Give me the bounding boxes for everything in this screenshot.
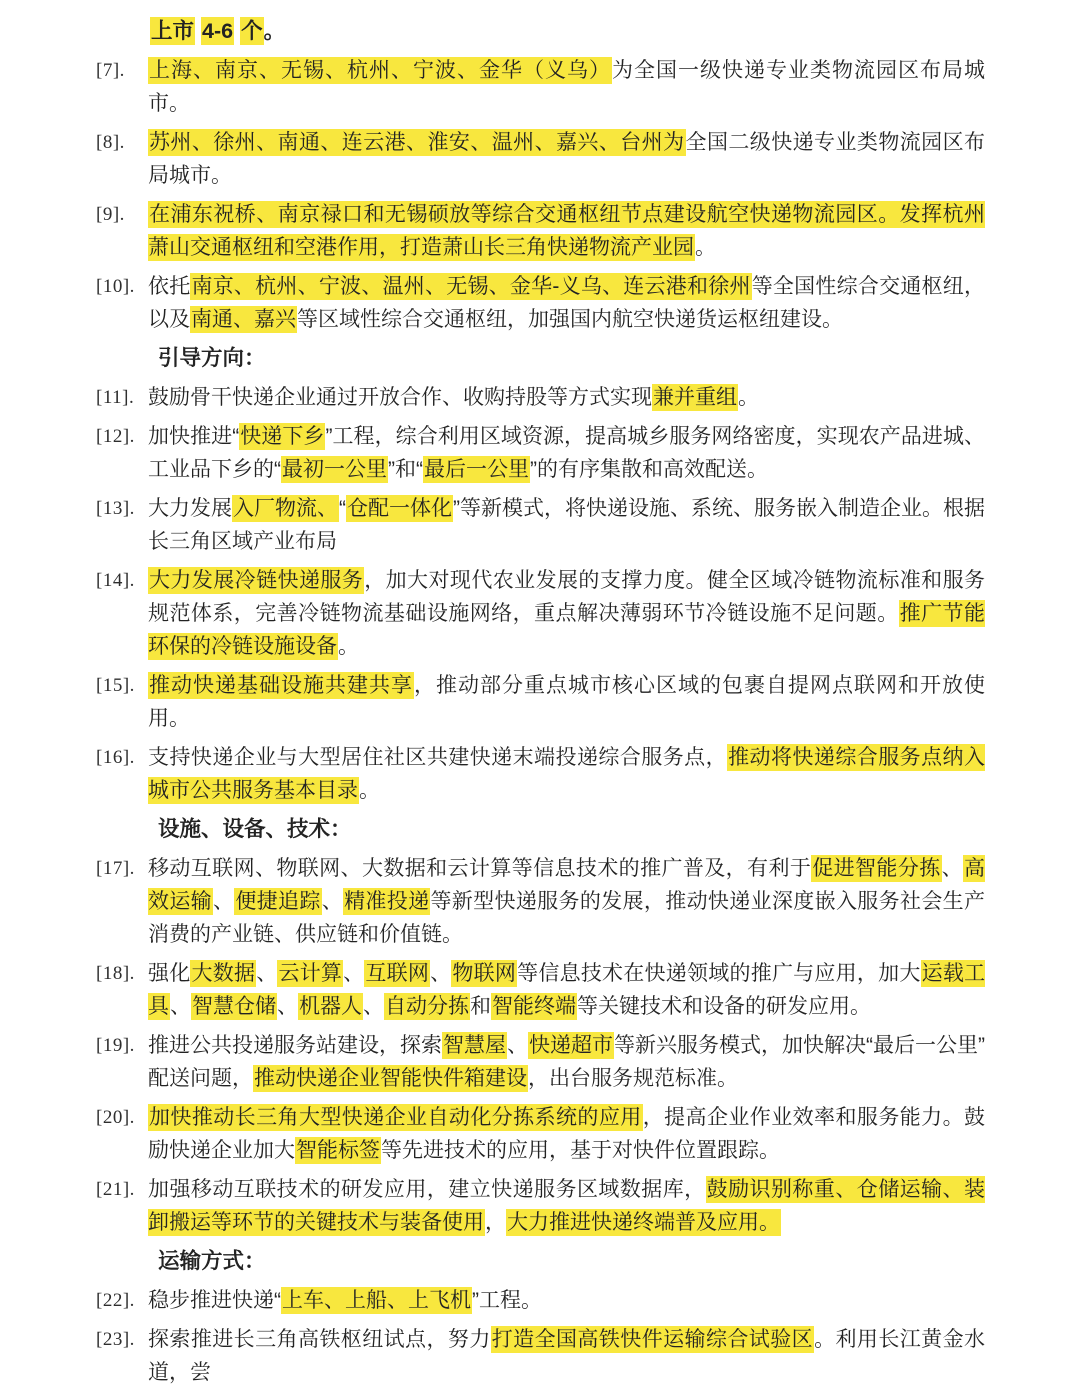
text-segment: 、 (213, 890, 235, 913)
item-text (148, 198, 985, 264)
text-segment: 、 (321, 890, 344, 913)
highlighted-text: 上车、上船、上飞机 (282, 1289, 471, 1312)
list-item (96, 741, 985, 807)
item-text (148, 741, 985, 807)
item-text (148, 1284, 985, 1317)
list-item (96, 126, 985, 192)
text-segment: 、 (363, 995, 384, 1018)
highlighted-text: 互联网 (365, 962, 430, 985)
highlighted-text: 上海、南京、无锡、杭州、宁波、金华（义乌） (149, 59, 611, 82)
text-segment: 等信息技术在快递领域的推广与应用，加大 (517, 962, 921, 985)
item-text (148, 852, 985, 951)
highlighted-text: 推动快递基础设施共建共享 (149, 674, 413, 697)
text-segment: ，出台服务规范标准。 (528, 1067, 738, 1090)
text-segment: 、 (277, 995, 298, 1018)
text-segment: 等新型快递服务的发展，推动快递业深度嵌入服务社会生产消费的产业链、供应链和价值链。 (148, 890, 986, 946)
text-segment: 。 (338, 635, 359, 658)
highlighted-text: 上市 (151, 19, 195, 43)
list-item (96, 669, 985, 735)
list-item (96, 1029, 985, 1095)
text-segment: 等区域性综合交通枢纽，加强国内航空快递货运枢纽建设。 (297, 308, 843, 331)
item-number: [16]. (96, 747, 135, 768)
highlighted-text: 促进智能分拣 (812, 857, 941, 880)
list-item (96, 54, 985, 120)
highlighted-text: 运载工具 (148, 962, 986, 1018)
highlighted-text: 苏州、徐州、南通、连云港、淮安、温州、嘉兴、台州为 (149, 131, 685, 154)
item-number: [8]. (96, 132, 125, 153)
text-segment: 支持快递企业与大型居住社区共建快递末端投递综合服务点， (148, 746, 728, 769)
text-segment: “ (339, 497, 346, 520)
highlighted-text: 南通、嘉兴 (191, 308, 296, 331)
item-text (150, 15, 985, 48)
text-segment: 稳步推进快递“ (148, 1289, 281, 1312)
item-text (148, 126, 985, 192)
text-segment: 等关键技术和设备的研发应用。 (577, 995, 871, 1018)
item-number: [12]. (96, 426, 135, 447)
item-text (148, 1173, 985, 1239)
highlighted-text: 南京、杭州、宁波、温州、无锡、金华-义乌、连云港和徐州 (191, 275, 751, 298)
text-segment: 等全国性综合交通枢纽，以及 (148, 275, 986, 331)
text-segment: ，加大对现代农业发展的支撑力度。健全区域冷链物流标准和服务规范体系，完善冷链物流基础设施网络，重点解决薄弱环节冷链设施不足问题。 (148, 569, 986, 625)
text-segment: ”和“ (388, 458, 423, 481)
list-item (96, 420, 985, 486)
item-text (148, 420, 985, 486)
highlighted-text: 智能标签 (296, 1139, 380, 1162)
item-number: [21]. (96, 1179, 135, 1200)
highlighted-text: 在浦东祝桥、南京禄口和无锡硕放等综合交通枢纽节点建设航空快递物流园区。发挥杭州萧山交通枢纽和空港作用，打造萧山长三角快递物流产业园 (148, 203, 985, 259)
text-segment: 、 (941, 857, 964, 880)
highlighted-text: 仓配一体化 (347, 497, 452, 520)
item-text (148, 54, 985, 120)
item-number: [7]. (96, 60, 125, 81)
item-number: [13]. (96, 498, 135, 519)
text-segment: 强化 (148, 962, 191, 985)
text-segment: 和 (470, 995, 491, 1018)
highlighted-text: 云计算 (278, 962, 343, 985)
text-segment: ，提高企业作业效率和服务能力。鼓励快递企业加大 (148, 1106, 986, 1162)
item-number: [23]. (96, 1329, 135, 1350)
item-text (148, 564, 985, 663)
section-heading: 设施、设备、技术： (158, 817, 352, 841)
item-text (148, 492, 985, 558)
highlighted-text: 最初一公里 (282, 458, 387, 481)
list-item (96, 852, 985, 951)
text-segment: 等新兴服务模式，加快解决“最后一公里”配送问题， (148, 1034, 985, 1090)
list-item (96, 1284, 985, 1317)
text-segment: 。 (738, 386, 759, 409)
item-text (148, 669, 985, 735)
section-heading: 引导方向： (158, 346, 266, 370)
highlighted-text: 智慧屋 (443, 1034, 506, 1057)
highlighted-text: 大力发展冷链快递服务 (149, 569, 364, 592)
text-segment: 。 (695, 236, 716, 259)
text-segment: 为全国一级快递专业类物流园区布局城市。 (148, 59, 985, 115)
text-segment: ，推动部分重点城市核心区域的包裹自提网点联网和开放使用。 (148, 674, 985, 730)
item-number: [20]. (96, 1107, 135, 1128)
text-segment: 加强移动互联技术的研发应用，建立快递服务区域数据库， (148, 1178, 706, 1201)
text-segment: ”工程。 (472, 1289, 542, 1312)
item-text (148, 381, 985, 414)
item-number: [18]. (96, 963, 135, 984)
list-item (96, 1173, 985, 1239)
text-segment: 。 (263, 19, 286, 43)
list-item (96, 270, 985, 336)
highlighted-text: 兼并重组 (653, 386, 737, 409)
text-segment: 、 (430, 962, 452, 985)
item-number: [10]. (96, 276, 135, 297)
item-number: [14]. (96, 570, 135, 591)
item-text (148, 1323, 985, 1389)
text-segment: 。 (359, 779, 380, 802)
item-number: [15]. (96, 675, 135, 696)
text-segment: ， (485, 1211, 506, 1234)
text-segment: 、 (507, 1034, 528, 1057)
text-segment: 推进公共投递服务站建设，探索 (148, 1034, 442, 1057)
text-segment: 全国二级快递专业类物流园区布局城市。 (148, 131, 986, 187)
highlighted-text: 高效运输 (148, 857, 986, 913)
text-segment: 大力发展 (148, 497, 232, 520)
highlighted-text: 智能终端 (492, 995, 576, 1018)
text-segment: 移动互联网、物联网、大数据和云计算等信息技术的推广普及，有利于 (148, 857, 812, 880)
text-segment: ”的有序集散和高效配送。 (530, 458, 768, 481)
highlighted-text: 便捷追踪 (235, 890, 321, 913)
text-segment: 、 (343, 962, 365, 985)
highlighted-text: 大力推进快递终端普及应用。 (507, 1211, 780, 1234)
list-item (96, 957, 985, 1023)
list-item (96, 198, 985, 264)
highlighted-text: 推广节能环保的冷链设施设备 (148, 602, 985, 658)
text-segment: 探索推进长三角高铁枢纽试点，努力 (148, 1328, 491, 1351)
text-segment: 。利用长江黄金水道，尝 (148, 1328, 986, 1384)
item-text (148, 1101, 985, 1167)
highlighted-text: 4-6 (202, 19, 234, 43)
highlighted-text: 推动快递企业智能快件箱建设 (254, 1067, 527, 1090)
highlighted-text: 快递下乡 (240, 425, 325, 448)
highlighted-text: 精准投递 (344, 890, 430, 913)
highlighted-text: 入厂物流、 (233, 497, 338, 520)
list-item (96, 1323, 985, 1389)
highlighted-text: 自动分拣 (385, 995, 469, 1018)
text-segment: 、 (256, 962, 278, 985)
item-text (148, 270, 985, 336)
highlighted-text: 推动将快递综合服务点纳入城市公共服务基本目录 (148, 746, 985, 802)
item-number: [19]. (96, 1035, 135, 1056)
highlighted-text: 最后一公里 (424, 458, 529, 481)
highlighted-text: 个 (241, 19, 263, 43)
intro-line (150, 15, 985, 48)
list-item (96, 492, 985, 558)
highlighted-text: 大数据 (191, 962, 256, 985)
highlighted-text: 智慧仓储 (192, 995, 276, 1018)
item-number: [22]. (96, 1290, 135, 1311)
section-heading: 运输方式： (158, 1249, 266, 1273)
highlighted-text: 快递超市 (529, 1034, 613, 1057)
text-segment: 依托 (148, 275, 191, 298)
text-segment: 等先进技术的应用，基于对快件位置跟踪。 (381, 1139, 780, 1162)
text-segment: 、 (170, 995, 191, 1018)
item-text (148, 957, 985, 1023)
item-number: [9]. (96, 204, 125, 225)
list-item (96, 1101, 985, 1167)
text-segment: ”等新模式，将快递设施、系统、服务嵌入制造企业。根据长三角区域产业布局 (148, 497, 985, 553)
highlighted-text: 机器人 (299, 995, 362, 1018)
item-number: [11]. (96, 387, 135, 408)
highlighted-text: 鼓励识别称重、仓储运输、装卸搬运等环节的关键技术与装备使用 (148, 1178, 986, 1234)
text-segment: 加快推进“ (148, 425, 240, 448)
item-number: [17]. (96, 858, 135, 879)
highlighted-text: 打造全国高铁快件运输综合试验区 (491, 1328, 814, 1351)
list-item (96, 564, 985, 663)
text-segment: ”工程，综合利用区域资源，提高城乡服务网络密度，实现农产品进城、工业品下乡的“ (148, 425, 985, 481)
item-text (148, 1029, 985, 1095)
list-item (96, 381, 985, 414)
text-segment: 鼓励骨干快递企业通过开放合作、收购持股等方式实现 (148, 386, 652, 409)
highlighted-text: 加快推动长三角大型快递企业自动化分拣系统的应用 (149, 1106, 642, 1129)
highlighted-text: 物联网 (452, 962, 517, 985)
